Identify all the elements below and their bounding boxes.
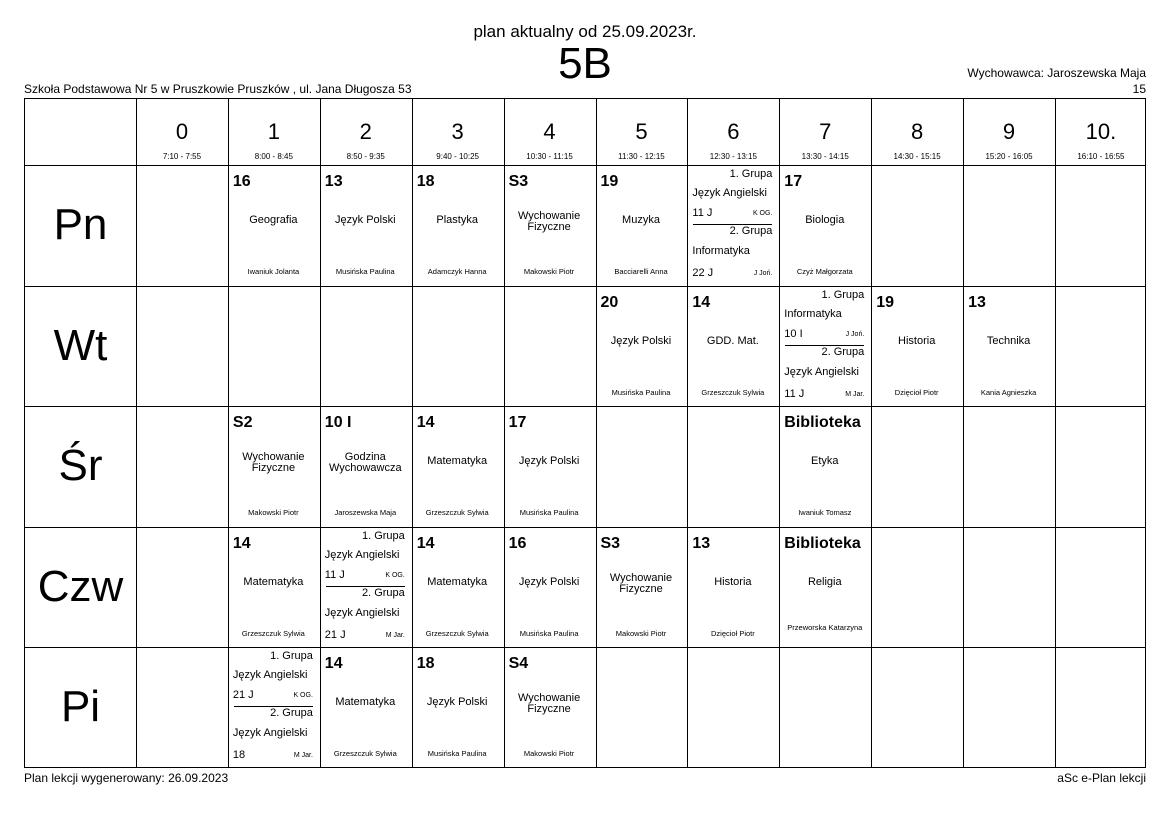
group-label: 1. Grupa	[729, 168, 773, 180]
teacher-name: Musińska Paulina	[335, 267, 395, 276]
group-divider	[693, 224, 772, 225]
room-number: 17	[508, 414, 527, 431]
lesson-cell[interactable]	[596, 165, 687, 285]
period-header	[228, 99, 320, 165]
room-number: 14	[692, 293, 711, 311]
period-header	[596, 99, 688, 165]
teacher-name: Jaroszewska Maja	[334, 508, 397, 517]
lesson-group	[687, 225, 778, 285]
teacher-abbrev: K OG.	[752, 210, 773, 217]
room-number: 21 J	[324, 628, 346, 641]
lesson-cell[interactable]	[228, 527, 319, 647]
period-number: 4	[543, 119, 556, 144]
subject-name: Język Angielski	[324, 606, 400, 619]
room-number: 20	[600, 293, 619, 311]
period-time: 16:10 - 16:55	[1077, 152, 1125, 161]
lesson-cell[interactable]	[412, 406, 503, 526]
teacher-name: Makowski Piotr	[523, 749, 575, 758]
room-number: 11 J	[324, 568, 345, 581]
room-number: 13	[968, 293, 986, 311]
teacher-name: Bacciarelli Anna	[614, 267, 668, 276]
subject-name: Matematyka	[427, 575, 488, 588]
period-number: 2	[359, 119, 372, 144]
teacher-name: Musińska Paulina	[519, 508, 579, 517]
period-header	[504, 99, 596, 165]
subject-name: Język Angielski	[232, 669, 308, 681]
room-number: S2	[232, 414, 253, 431]
lesson-cell[interactable]	[412, 527, 503, 647]
room-number: 14	[416, 534, 435, 552]
period-time: 14:30 - 15:15	[893, 152, 941, 161]
day-label: Czw	[37, 561, 124, 611]
lesson-cell[interactable]	[228, 406, 319, 526]
period-header	[320, 99, 412, 165]
teacher-name: Musińska Paulina	[427, 749, 487, 758]
lesson-group	[320, 587, 411, 647]
period-header	[687, 99, 779, 165]
period-time: 9:40 - 10:25	[436, 152, 479, 161]
teacher-name: Grzeszczuk Sylwia	[701, 387, 765, 397]
period-number: 0	[175, 119, 189, 144]
subject-name: Plastyka	[436, 214, 478, 226]
teacher-abbrev: M Jar.	[293, 752, 313, 759]
subject-name: Historia	[714, 575, 752, 588]
subject-name: Geografia	[249, 214, 298, 226]
room-number: 17	[784, 173, 803, 190]
lesson-cell[interactable]	[596, 527, 687, 647]
room-number: 19	[600, 173, 619, 190]
teacher-name: Grzeszczuk Sylwia	[241, 628, 305, 638]
subject-name: Muzyka	[622, 214, 660, 226]
group-label: 2. Grupa	[361, 586, 405, 599]
subject-name: Technika	[986, 334, 1031, 347]
subject-name: Godzina Wychowawcza	[328, 451, 402, 474]
group-label: 1. Grupa	[821, 288, 865, 301]
teacher-name: Iwaniuk Tomasz	[798, 508, 852, 517]
day-label: Wt	[53, 320, 108, 370]
day-label: Śr	[58, 441, 103, 490]
teacher-name: Dzięcioł Piotr	[894, 387, 939, 397]
grid-column-line	[963, 99, 964, 767]
lesson-cell[interactable]	[504, 647, 595, 767]
grid-column-line	[136, 99, 137, 767]
room-number: 13	[692, 534, 711, 552]
group-divider	[785, 345, 864, 346]
room-number: 18	[232, 749, 246, 761]
period-number: 7	[819, 119, 832, 144]
day-label: Pi	[60, 682, 101, 731]
period-number: 8	[911, 119, 924, 144]
room-number: 14	[324, 655, 343, 672]
period-header	[871, 99, 963, 165]
teacher-name: Iwaniuk Jolanta	[247, 267, 300, 276]
lesson-cell[interactable]	[320, 527, 411, 647]
subject-name: Wychowanie Fizyczne	[242, 451, 305, 474]
lesson-cell[interactable]	[504, 527, 595, 647]
subject-name: Język Angielski	[324, 548, 400, 561]
subject-name: Język Polski	[610, 334, 672, 347]
subject-name: GDD. Mat.	[706, 334, 759, 347]
lesson-group	[320, 527, 411, 587]
room-number: 10 I	[784, 327, 803, 340]
period-time: 13:30 - 14:15	[801, 152, 849, 161]
subject-name: Wychowanie Fizyczne	[517, 692, 581, 715]
room-number: 18	[416, 173, 435, 190]
teacher-abbrev: M Jar.	[845, 390, 865, 398]
software-brand: aSc e-Plan lekcji	[1057, 771, 1146, 785]
class-teacher: Wychowawca: Jaroszewska Maja	[967, 66, 1146, 80]
period-number: 1	[267, 119, 280, 144]
teacher-name: Musińska Paulina	[519, 628, 579, 638]
lesson-cell[interactable]	[412, 647, 503, 767]
group-divider	[234, 706, 313, 707]
lesson-cell[interactable]	[871, 286, 962, 406]
subject-name: Język Polski	[518, 575, 580, 588]
day-label: Pn	[53, 200, 108, 249]
room-number: Biblioteka	[784, 414, 861, 431]
subject-name: Język Polski	[335, 214, 396, 226]
teacher-abbrev: J Joń.	[753, 270, 773, 277]
lesson-cell[interactable]	[779, 165, 870, 285]
timetable-grid	[24, 98, 1146, 768]
period-header	[779, 99, 871, 165]
teacher-name: Adamczyk Hanna	[427, 267, 487, 276]
subject-name: Język Angielski	[784, 365, 859, 378]
teacher-abbrev: K OG.	[385, 571, 405, 579]
room-number: 11 J	[784, 387, 805, 400]
lesson-cell[interactable]	[687, 286, 778, 406]
class-room: 15	[1132, 82, 1146, 96]
period-time: 12:30 - 13:15	[709, 152, 757, 161]
subject-name: Informatyka	[692, 245, 750, 257]
grid-column-line	[871, 99, 872, 767]
period-time: 8:00 - 8:45	[254, 152, 293, 161]
subject-name: Język Angielski	[232, 727, 308, 739]
teacher-abbrev: K OG.	[293, 692, 313, 699]
period-number: 10.	[1085, 119, 1117, 144]
period-header	[136, 99, 228, 165]
lesson-cell[interactable]	[228, 165, 319, 285]
lesson-group	[779, 286, 870, 346]
subject-name: Matematyka	[427, 455, 488, 467]
lesson-cell[interactable]	[228, 647, 319, 767]
period-time: 11:30 - 12:15	[618, 152, 665, 161]
teacher-abbrev: M Jar.	[385, 631, 405, 639]
subject-name: Język Polski	[426, 696, 488, 708]
room-number: S4	[508, 655, 529, 672]
room-number: Biblioteka	[784, 534, 861, 552]
period-number: 3	[451, 119, 464, 144]
period-time: 15:20 - 16:05	[985, 152, 1033, 161]
subject-name: Historia	[898, 334, 936, 347]
lesson-cell[interactable]	[779, 406, 870, 526]
lesson-cell[interactable]	[320, 406, 411, 526]
grid-column-line	[1055, 99, 1056, 767]
subject-name: Język Polski	[518, 455, 580, 467]
subject-name: Etyka	[811, 455, 839, 467]
teacher-name: Czyż Małgorzata	[796, 267, 853, 276]
room-number: 14	[232, 534, 251, 552]
lesson-cell[interactable]	[596, 286, 687, 406]
teacher-name: Kania Agnieszka	[980, 387, 1037, 397]
group-label: 1. Grupa	[361, 529, 405, 542]
period-header	[1055, 99, 1147, 165]
room-number: 14	[416, 414, 435, 431]
period-header	[412, 99, 504, 165]
plan-subtitle: plan aktualny od 25.09.2023r.	[473, 22, 697, 41]
subject-name: Język Angielski	[692, 187, 767, 199]
subject-name: Wychowanie Fizyczne	[517, 210, 581, 233]
room-number: 16	[232, 173, 251, 190]
period-header	[963, 99, 1055, 165]
period-number: 6	[727, 119, 740, 144]
lesson-cell[interactable]	[320, 165, 411, 285]
teacher-name: Dzięcioł Piotr	[711, 628, 755, 638]
period-number: 5	[635, 119, 648, 144]
room-number: 22 J	[692, 267, 714, 279]
lesson-group	[228, 647, 319, 707]
subject-name: Biologia	[805, 214, 845, 226]
teacher-abbrev: J Joń.	[845, 330, 865, 338]
period-number: 9	[1002, 119, 1016, 144]
lesson-cell[interactable]	[504, 165, 595, 285]
lesson-group	[228, 707, 319, 767]
lesson-cell[interactable]	[779, 527, 870, 647]
room-number: 19	[876, 293, 894, 311]
period-time: 8:50 - 9:35	[346, 152, 385, 161]
subject-name: Matematyka	[243, 575, 304, 588]
room-number: 11 J	[692, 207, 713, 219]
room-number: S3	[600, 534, 621, 552]
lesson-cell[interactable]	[687, 165, 778, 285]
teacher-name: Makowski Piotr	[248, 508, 299, 517]
group-label: 2. Grupa	[821, 345, 865, 358]
teacher-name: Grzeszczuk Sylwia	[425, 508, 489, 517]
room-number: 16	[508, 534, 527, 552]
lesson-cell[interactable]	[504, 406, 595, 526]
lesson-cell[interactable]	[412, 165, 503, 285]
lesson-cell[interactable]	[779, 286, 870, 406]
subject-name: Matematyka	[335, 696, 396, 708]
group-label: 2. Grupa	[270, 707, 313, 719]
lesson-cell[interactable]	[963, 286, 1054, 406]
school-name: Szkoła Podstawowa Nr 5 w Pruszkowie Pruszków , ul. Jana Długosza 53	[24, 82, 412, 96]
subject-name: Informatyka	[784, 307, 842, 320]
lesson-group	[779, 346, 870, 406]
teacher-name: Grzeszczuk Sylwia	[333, 749, 397, 758]
room-number: 13	[324, 173, 343, 190]
class-name: 5B	[558, 39, 612, 88]
teacher-name: Przeworska Katarzyna	[787, 622, 863, 632]
teacher-name: Makowski Piotr	[523, 267, 575, 276]
subject-name: Religia	[807, 575, 842, 588]
teacher-name: Makowski Piotr	[615, 628, 667, 638]
period-time: 7:10 - 7:55	[162, 152, 202, 161]
teacher-name: Grzeszczuk Sylwia	[425, 628, 489, 638]
room-number: 10 I	[324, 414, 352, 431]
teacher-name: Musińska Paulina	[611, 387, 671, 397]
subject-name: Wychowanie Fizyczne	[609, 571, 673, 595]
room-number: 18	[416, 655, 435, 672]
room-number: S3	[508, 173, 529, 190]
generated-date: Plan lekcji wygenerowany: 26.09.2023	[24, 771, 229, 785]
group-divider	[326, 586, 405, 587]
room-number: 21 J	[232, 689, 254, 701]
group-label: 2. Grupa	[729, 225, 773, 237]
group-label: 1. Grupa	[270, 650, 313, 662]
lesson-cell[interactable]	[320, 647, 411, 767]
period-time: 10:30 - 11:15	[526, 152, 573, 161]
lesson-cell[interactable]	[687, 527, 778, 647]
lesson-group	[687, 165, 778, 225]
